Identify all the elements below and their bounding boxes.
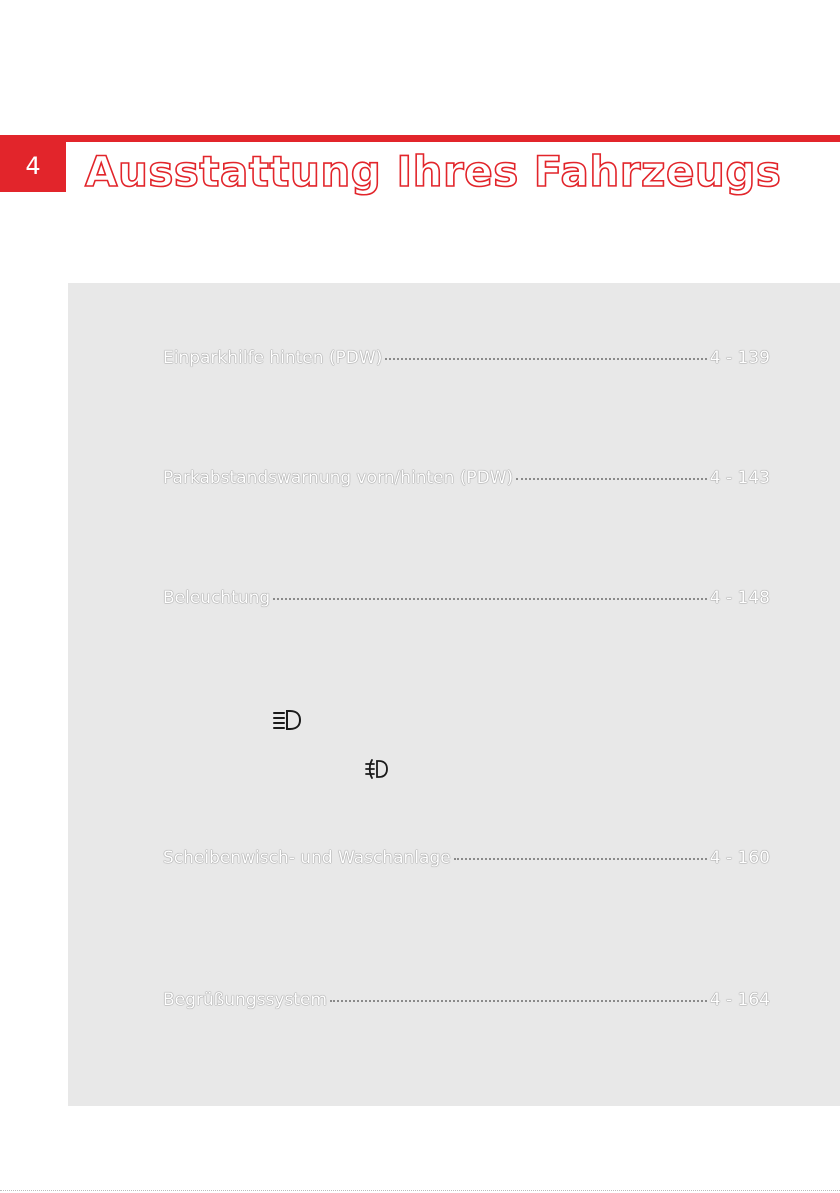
toc-entry-beleuchtung[interactable]	[163, 588, 770, 612]
toc-entry-label: Einparkhilfe hinten (PDW)	[163, 348, 383, 368]
toc-entry-scheibenwischanlage[interactable]	[163, 848, 770, 872]
toc-entry-label: Parkabstandswarnung vorn/hinten (PDW)	[163, 468, 514, 488]
toc-entry-page: 4 - 148	[709, 588, 770, 608]
toc-entry-page: 4 - 139	[709, 348, 770, 368]
toc-entry-page: 4 - 164	[709, 990, 770, 1010]
toc-entry-label: Scheibenwisch- und Waschanlage	[163, 848, 451, 868]
toc-leader-dots	[385, 357, 706, 360]
toc-entry-begruessungssystem[interactable]	[163, 990, 770, 1014]
toc-entry-page: 4 - 160	[709, 848, 770, 868]
high-beam-headlight-icon	[272, 708, 302, 732]
toc-leader-dots	[330, 999, 707, 1002]
toc-leader-dots	[516, 477, 707, 480]
toc-leader-dots	[273, 597, 707, 600]
toc-entry-einparkhilfe[interactable]	[163, 348, 770, 372]
toc-panel	[68, 283, 840, 1106]
chapter-title: Ausstattung Ihres Fahrzeugs	[85, 147, 782, 196]
toc-entry-page: 4 - 143	[709, 468, 770, 488]
chapter-number-tab	[0, 142, 66, 192]
toc-leader-dots	[454, 857, 707, 860]
toc-entry-label: Beleuchtung	[163, 588, 271, 608]
chapter-number: 4	[25, 152, 41, 180]
chapter-header-rule	[0, 135, 840, 142]
front-fog-light-icon	[364, 757, 390, 781]
toc-entry-label: Begrüßungssystem	[163, 990, 328, 1010]
toc-entry-parkabstandswarnung[interactable]	[163, 468, 770, 492]
